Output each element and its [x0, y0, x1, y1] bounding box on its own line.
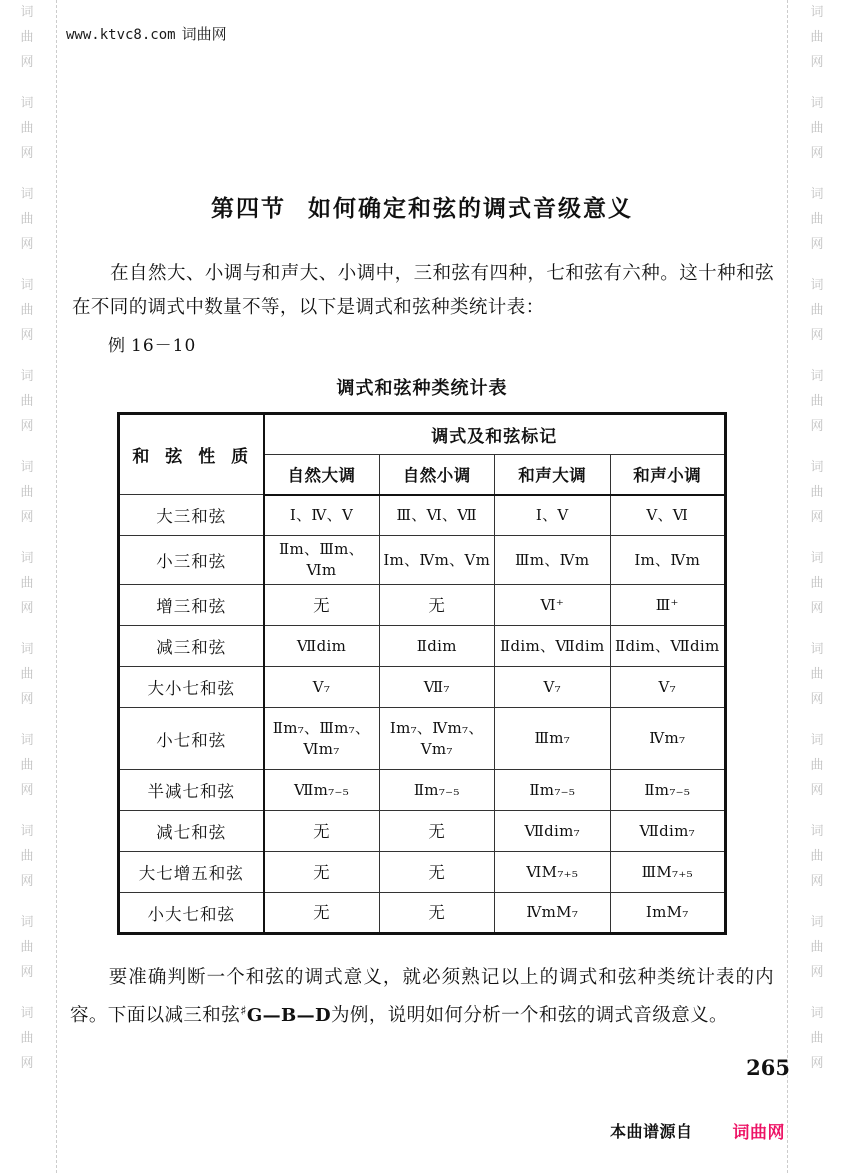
- watermark-char: 词: [810, 1006, 824, 1021]
- watermark-group: [4, 273, 50, 348]
- row-value-natural-major: 无: [264, 852, 380, 893]
- intro-paragraph: [70, 257, 774, 325]
- table-row: [119, 770, 726, 811]
- row-value-natural-minor: 无: [379, 811, 495, 852]
- table-header-row-1: [119, 414, 726, 455]
- example-word: 例: [108, 336, 125, 356]
- watermark-char: 词: [20, 96, 34, 111]
- row-value-harmonic-major: ⅥM₇₊₅: [495, 852, 611, 893]
- watermark-group: [4, 455, 50, 530]
- row-value-harmonic-major: Ⅱdim、Ⅶdim: [495, 626, 611, 667]
- intro-text: 在自然大、小调与和声大、小调中，三和弦有四种，七和弦有六种。这十种和弦在不同的调式中数量不等，以下是调式和弦种类统计表：: [72, 263, 774, 318]
- watermark-char: 词: [20, 278, 34, 293]
- table-row: [119, 585, 726, 626]
- row-value-natural-major: Ⅴ₇: [264, 667, 380, 708]
- watermark-char: 曲: [810, 576, 824, 591]
- watermark-char: 网: [20, 692, 34, 707]
- watermark-char: 曲: [810, 485, 824, 500]
- watermark-group: [4, 728, 50, 803]
- watermark-char: 词: [20, 824, 34, 839]
- table-row: [119, 495, 726, 536]
- watermark-char: 网: [20, 783, 34, 798]
- row-value-natural-major: Ⅱm、Ⅲm、Ⅵm: [264, 536, 380, 585]
- watermark-char: 词: [20, 915, 34, 930]
- page-content: [70, 0, 774, 1173]
- row-value-harmonic-major: Ⅴ₇: [495, 667, 611, 708]
- row-value-natural-minor: Ⅲ、Ⅵ、Ⅶ: [379, 495, 495, 536]
- row-value-harmonic-minor: Ⅲ⁺: [610, 585, 726, 626]
- watermark-char: 网: [20, 419, 34, 434]
- watermark-char: 网: [810, 601, 824, 616]
- watermark-char: 曲: [20, 394, 34, 409]
- watermark-char: 词: [20, 5, 34, 20]
- row-property: 减七和弦: [119, 811, 264, 852]
- watermark-char: 词: [810, 460, 824, 475]
- watermark-char: 曲: [810, 940, 824, 955]
- watermark-char: 网: [20, 965, 34, 980]
- watermark-char: 词: [20, 733, 34, 748]
- watermark-char: 词: [810, 551, 824, 566]
- row-value-natural-minor: Ⅶ₇: [379, 667, 495, 708]
- row-value-natural-major: 无: [264, 893, 380, 934]
- watermark-char: 曲: [20, 667, 34, 682]
- row-value-harmonic-major: Ⅲm₇: [495, 708, 611, 770]
- watermark-char: 曲: [810, 1031, 824, 1046]
- watermark-group: [4, 546, 50, 621]
- section-number: 第四节: [211, 196, 286, 222]
- table-head: [119, 414, 726, 495]
- watermark-char: 曲: [20, 303, 34, 318]
- row-value-harmonic-minor: Ⅱdim、Ⅶdim: [610, 626, 726, 667]
- table-row: [119, 667, 726, 708]
- watermark-char: 网: [810, 419, 824, 434]
- watermark-group: [794, 364, 840, 439]
- row-value-natural-minor: Ⅱdim: [379, 626, 495, 667]
- margin-rule-left: [56, 0, 57, 1173]
- row-value-harmonic-minor: ⅢM₇₊₅: [610, 852, 726, 893]
- watermark-group: [794, 728, 840, 803]
- watermark-group: [4, 182, 50, 257]
- row-value-natural-major: 无: [264, 811, 380, 852]
- watermark-column-right: [794, 0, 840, 1173]
- watermark-group: [794, 455, 840, 530]
- sharp-symbol: ♯: [240, 1004, 247, 1019]
- watermark-char: 词: [20, 642, 34, 657]
- watermark-char: 曲: [810, 758, 824, 773]
- row-value-harmonic-minor: ⅠmM₇: [610, 893, 726, 934]
- watermark-group: [4, 910, 50, 985]
- row-value-natural-minor: 无: [379, 585, 495, 626]
- watermark-group: [4, 0, 50, 75]
- watermark-char: 网: [810, 783, 824, 798]
- watermark-char: 曲: [810, 121, 824, 136]
- watermark-char: 网: [810, 237, 824, 252]
- watermark-char: 曲: [20, 212, 34, 227]
- watermark-group: [794, 637, 840, 712]
- watermark-group: [794, 91, 840, 166]
- watermark-group: [794, 546, 840, 621]
- site-url-text: www.ktvc8.com: [66, 27, 176, 43]
- footer-brand: 词曲网: [732, 1123, 786, 1143]
- table-row: [119, 893, 726, 934]
- row-value-harmonic-major: ⅣmM₇: [495, 893, 611, 934]
- watermark-group: [4, 637, 50, 712]
- row-value-harmonic-major: Ⅵ⁺: [495, 585, 611, 626]
- watermark-group: [4, 1001, 50, 1076]
- row-value-natural-major: Ⅶm₇₋₅: [264, 770, 380, 811]
- watermark-char: 网: [810, 510, 824, 525]
- watermark-char: 曲: [20, 576, 34, 591]
- closing-text-part2: 为例，说明如何分析一个和弦的调式音级意义。: [331, 1005, 728, 1026]
- table-title: 调式和弦种类统计表: [336, 378, 508, 399]
- example-label: [70, 331, 774, 356]
- row-value-natural-minor: 无: [379, 893, 495, 934]
- row-value-harmonic-major: Ⅶdim₇: [495, 811, 611, 852]
- row-value-natural-major: Ⅶdim: [264, 626, 380, 667]
- watermark-char: 词: [20, 1006, 34, 1021]
- row-value-natural-minor: Ⅱm₇₋₅: [379, 770, 495, 811]
- watermark-char: 网: [20, 328, 34, 343]
- watermark-char: 网: [810, 55, 824, 70]
- row-value-harmonic-minor: Ⅴ、Ⅵ: [610, 495, 726, 536]
- watermark-char: 词: [20, 460, 34, 475]
- watermark-char: 词: [810, 733, 824, 748]
- row-value-harmonic-minor: Ⅳm₇: [610, 708, 726, 770]
- header-mode-harmonic-major: 和声大调: [495, 455, 611, 495]
- watermark-char: 词: [20, 187, 34, 202]
- watermark-char: 词: [810, 187, 824, 202]
- watermark-char: 网: [20, 601, 34, 616]
- watermark-char: 曲: [20, 121, 34, 136]
- watermark-char: 曲: [20, 849, 34, 864]
- watermark-char: 曲: [810, 212, 824, 227]
- closing-text-part1: 要准确判断一个和弦的调式意义，就必须熟记以上的调式和弦种类统计表的内容。下面以减三和弦: [70, 967, 774, 1026]
- watermark-char: 词: [20, 551, 34, 566]
- watermark-char: 曲: [810, 394, 824, 409]
- watermark-char: 词: [810, 642, 824, 657]
- row-property: 大小七和弦: [119, 667, 264, 708]
- watermark-char: 曲: [20, 1031, 34, 1046]
- watermark-group: [794, 0, 840, 75]
- watermark-char: 曲: [810, 667, 824, 682]
- table-row: [119, 626, 726, 667]
- watermark-char: 网: [810, 692, 824, 707]
- header-chord-property: 和 弦 性 质: [119, 414, 264, 495]
- section-title-text: 如何确定和弦的调式音级意义: [308, 196, 633, 222]
- watermark-group: [794, 182, 840, 257]
- table-body: [119, 495, 726, 934]
- row-value-natural-major: Ⅱm₇、Ⅲm₇、Ⅵm₇: [264, 708, 380, 770]
- header-mode-group: 调式及和弦标记: [264, 414, 726, 455]
- watermark-char: 词: [810, 5, 824, 20]
- table-row: [119, 811, 726, 852]
- row-value-natural-minor: Ⅰm₇、Ⅳm₇、Ⅴm₇: [379, 708, 495, 770]
- table-row: [119, 708, 726, 770]
- watermark-group: [794, 819, 840, 894]
- row-value-harmonic-minor: Ⅶdim₇: [610, 811, 726, 852]
- footer-source-label: 本曲谱源自: [610, 1122, 693, 1141]
- watermark-char: 词: [810, 915, 824, 930]
- watermark-char: 网: [810, 146, 824, 161]
- watermark-char: 曲: [20, 485, 34, 500]
- row-property: 增三和弦: [119, 585, 264, 626]
- watermark-group: [4, 364, 50, 439]
- example-number: 16－10: [131, 336, 197, 356]
- watermark-group: [794, 273, 840, 348]
- site-name-text: 词曲网: [181, 25, 227, 43]
- row-property: 大三和弦: [119, 495, 264, 536]
- table-row: [119, 852, 726, 893]
- footer: [610, 1118, 785, 1143]
- row-value-harmonic-major: Ⅰ、Ⅴ: [495, 495, 611, 536]
- watermark-char: 网: [810, 874, 824, 889]
- watermark-char: 网: [810, 328, 824, 343]
- row-value-harmonic-major: Ⅱm₇₋₅: [495, 770, 611, 811]
- watermark-char: 曲: [20, 758, 34, 773]
- watermark-char: 曲: [20, 30, 34, 45]
- watermark-char: 网: [20, 1056, 34, 1071]
- row-value-harmonic-minor: Ⅰm、Ⅳm: [610, 536, 726, 585]
- row-value-harmonic-minor: Ⅴ₇: [610, 667, 726, 708]
- page-number: 265: [746, 1055, 790, 1080]
- closing-paragraph: [70, 961, 774, 1033]
- page-title: [70, 0, 774, 223]
- header-mode-natural-minor: 自然小调: [379, 455, 495, 495]
- watermark-group: [794, 910, 840, 985]
- row-property: 小七和弦: [119, 708, 264, 770]
- watermark-char: 网: [20, 146, 34, 161]
- chord-example: G—B—D: [246, 1005, 332, 1026]
- row-property: 减三和弦: [119, 626, 264, 667]
- table-row: [119, 536, 726, 585]
- watermark-char: 曲: [810, 849, 824, 864]
- row-value-natural-major: Ⅰ、Ⅳ、Ⅴ: [264, 495, 380, 536]
- header-mode-harmonic-minor: 和声小调: [610, 455, 726, 495]
- chord-statistics-table: [117, 412, 727, 935]
- watermark-group: [4, 91, 50, 166]
- watermark-char: 曲: [810, 303, 824, 318]
- row-property: 大七增五和弦: [119, 852, 264, 893]
- row-value-natural-major: 无: [264, 585, 380, 626]
- watermark-char: 网: [20, 874, 34, 889]
- watermark-char: 词: [810, 824, 824, 839]
- watermark-char: 词: [20, 369, 34, 384]
- watermark-char: 曲: [20, 940, 34, 955]
- row-property: 半减七和弦: [119, 770, 264, 811]
- watermark-char: 词: [810, 369, 824, 384]
- watermark-char: 网: [20, 237, 34, 252]
- row-value-harmonic-major: Ⅲm、Ⅳm: [495, 536, 611, 585]
- watermark-char: 网: [20, 510, 34, 525]
- row-value-natural-minor: 无: [379, 852, 495, 893]
- watermark-group: [794, 1001, 840, 1076]
- watermark-char: 网: [20, 55, 34, 70]
- watermark-group: [4, 819, 50, 894]
- header-mode-natural-major: 自然大调: [264, 455, 380, 495]
- watermark-char: 词: [810, 96, 824, 111]
- margin-rule-right: [787, 0, 788, 1173]
- row-value-harmonic-minor: Ⅱm₇₋₅: [610, 770, 726, 811]
- row-property: 小三和弦: [119, 536, 264, 585]
- row-property: 小大七和弦: [119, 893, 264, 934]
- watermark-column-left: [4, 0, 50, 1173]
- watermark-char: 词: [810, 278, 824, 293]
- watermark-char: 网: [810, 965, 824, 980]
- row-value-natural-minor: Ⅰm、Ⅳm、Ⅴm: [379, 536, 495, 585]
- watermark-char: 网: [810, 1056, 824, 1071]
- watermark-char: 曲: [810, 30, 824, 45]
